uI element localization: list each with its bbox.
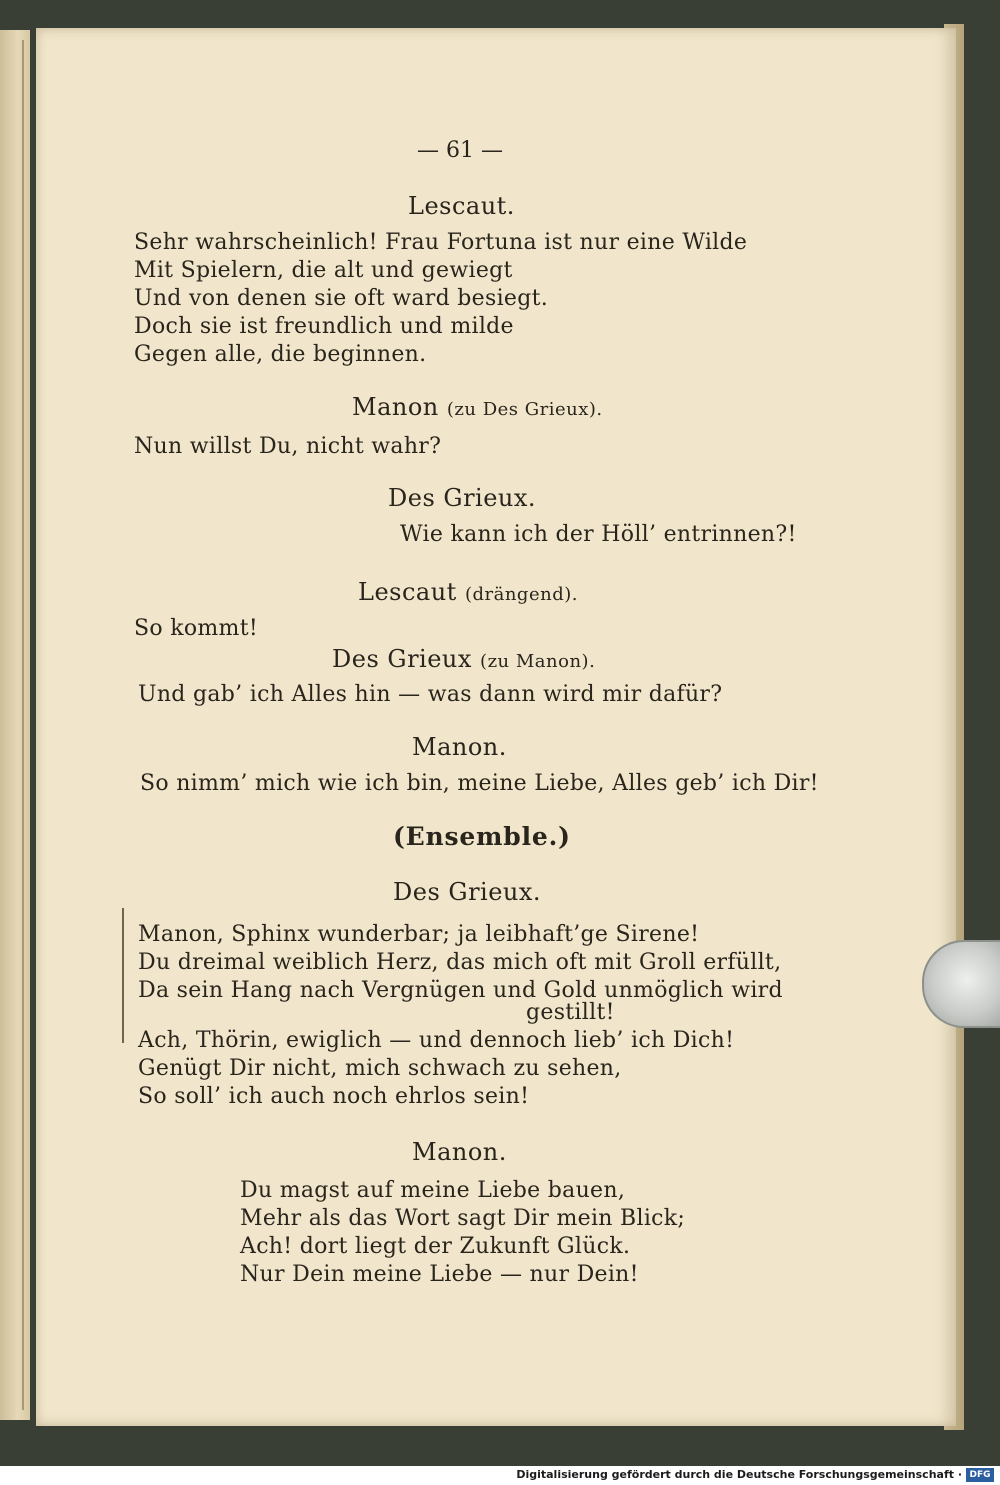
margin-bracket [122, 908, 124, 1043]
verse-line: Mit Spielern, die alt und gewiegt [134, 258, 513, 283]
dfg-logo: DFG [966, 1468, 994, 1482]
speaker-name: Manon [352, 393, 439, 421]
verse-line: Nun willst Du, nicht wahr? [134, 434, 442, 459]
verse-line: So soll’ ich auch noch ehrlos sein! [138, 1084, 530, 1109]
verse-line: Und von denen sie oft ward besiegt. [134, 286, 549, 311]
left-page-edge [0, 30, 30, 1420]
speaker-block [352, 393, 603, 421]
speaker-name: Des Grieux [332, 645, 472, 673]
verse-line: Manon, Sphinx wunderbar; ja leibhaft’ge Sirene! [138, 922, 700, 947]
verse-line: Nur Dein meine Liebe — nur Dein! [240, 1262, 639, 1287]
stage-direction: (zu Des Grieux). [446, 399, 603, 420]
verse-line: Sehr wahrscheinlich! Frau Fortuna ist nur eine Wilde [134, 230, 748, 255]
verse-line: Ach, Thörin, ewiglich — und dennoch lieb’ ich Dich! [138, 1028, 735, 1053]
verse-line: Und gab’ ich Alles hin — was dann wird mir dafür? [138, 682, 723, 707]
verse-line: Doch sie ist freundlich und milde [134, 314, 514, 339]
verse-line: Gegen alle, die beginnen. [134, 342, 427, 367]
speaker-block [358, 578, 578, 606]
speaker-block [332, 645, 595, 673]
section-heading: (Ensemble.) [393, 822, 571, 851]
speaker-name: Des Grieux. [388, 484, 537, 512]
verse-line: Da sein Hang nach Vergnügen und Gold unmöglich wird [138, 978, 783, 1003]
speaker-name: Manon. [412, 1138, 507, 1166]
stage-direction: (drängend). [464, 584, 578, 605]
speaker-name: Lescaut. [408, 192, 515, 220]
verse-line: So nimm’ mich wie ich bin, meine Liebe, Alles geb’ ich Dir! [140, 771, 819, 796]
stage-direction: (zu Manon). [480, 651, 596, 672]
verse-line: Du magst auf meine Liebe bauen, [240, 1178, 626, 1203]
page-fold-line [22, 40, 24, 1410]
speaker-name: Des Grieux. [393, 878, 542, 906]
footer-bar [0, 1466, 1000, 1485]
funding-credit: Digitalisierung gefördert durch die Deutsche Forschungsgemeinschaft · [516, 1468, 962, 1481]
page-clip [922, 940, 1000, 1028]
speaker-name: Manon. [412, 733, 507, 761]
page-number: — 61 — [417, 138, 503, 163]
verse-line: Du dreimal weiblich Herz, das mich oft mit Groll erfüllt, [138, 950, 782, 975]
verse-line: Genügt Dir nicht, mich schwach zu sehen, [138, 1056, 622, 1081]
verse-line: Ach! dort liegt der Zukunft Glück. [240, 1234, 631, 1259]
verse-line-continuation: gestillt! [526, 1000, 615, 1025]
verse-line: So kommt! [134, 616, 258, 641]
verse-line: Wie kann ich der Höll’ entrinnen?! [400, 522, 797, 547]
speaker-name: Lescaut [358, 578, 457, 606]
verse-line: Mehr als das Wort sagt Dir mein Blick; [240, 1206, 686, 1231]
